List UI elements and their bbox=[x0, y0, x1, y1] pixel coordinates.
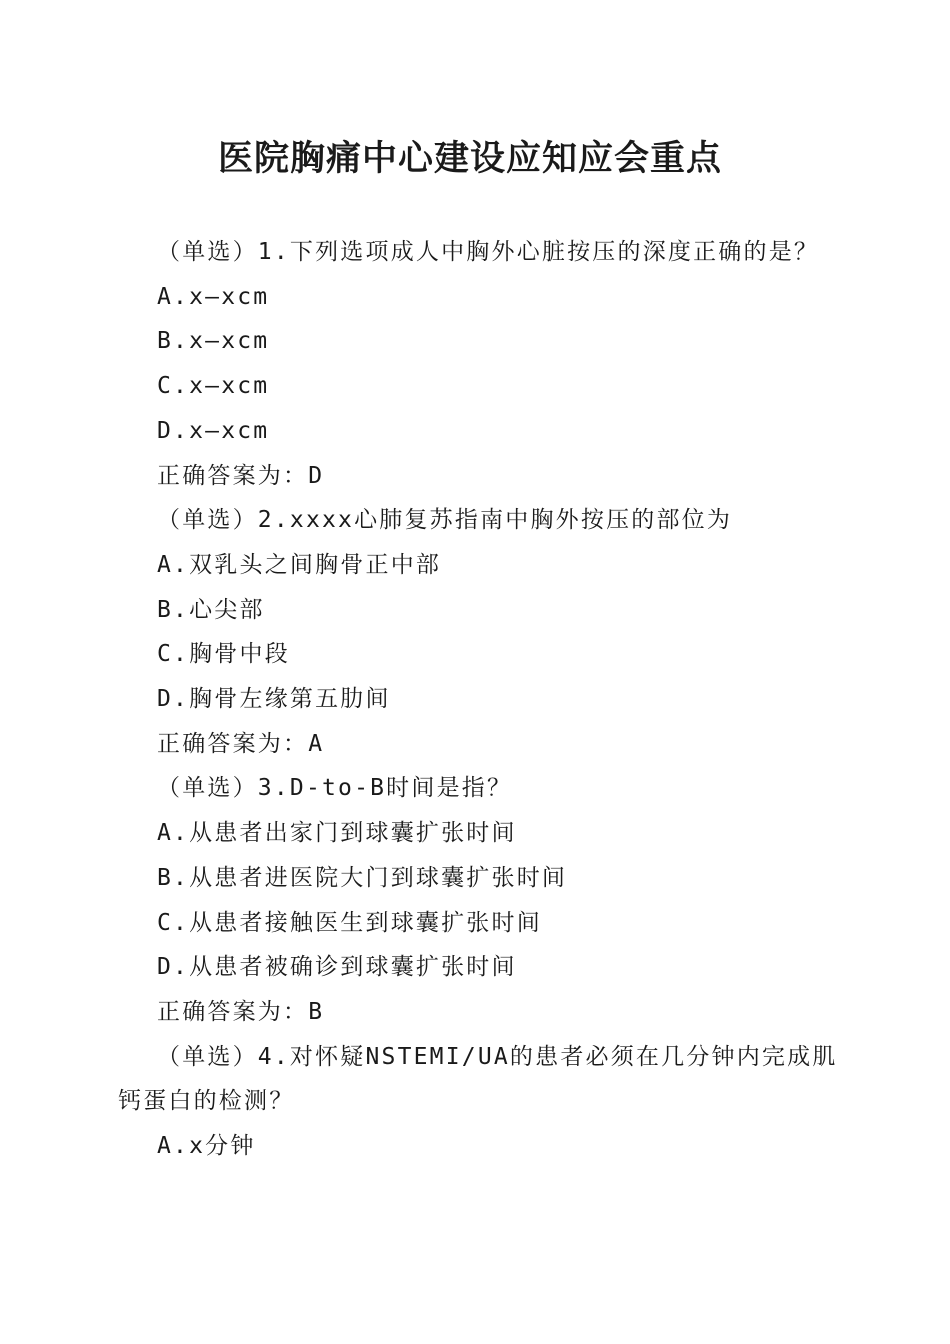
question-2-option-a: A.双乳头之间胸骨正中部 bbox=[157, 551, 442, 578]
question-3-option-b: B.从患者进医院大门到球囊扩张时间 bbox=[157, 864, 568, 891]
question-3-answer: 正确答案为：B bbox=[157, 998, 325, 1025]
question-1: （单选）1.下列选项成人中胸外心脏按压的深度正确的是？ bbox=[157, 239, 820, 265]
question-1-option-c: C.x—xcm bbox=[157, 373, 270, 400]
question-2: （单选）2.xxxx心肺复苏指南中胸外按压的部位为 bbox=[157, 507, 733, 534]
question-4-continuation: 钙蛋白的检测？ bbox=[118, 1088, 295, 1115]
question-4-option-a: A.x分钟 bbox=[157, 1133, 256, 1160]
document-body bbox=[0, 230, 950, 1169]
question-3-option-c: C.从患者接触医生到球囊扩张时间 bbox=[157, 909, 542, 936]
question-2-option-b: B.心尖部 bbox=[157, 596, 265, 623]
question-3-option-a: A.从患者出家门到球囊扩张时间 bbox=[157, 820, 517, 847]
question-2-answer: 正确答案为：A bbox=[157, 730, 325, 757]
question-3: （单选）3.D-to-B时间是指？ bbox=[157, 775, 513, 802]
question-2-option-d: D.胸骨左缘第五肋间 bbox=[157, 686, 391, 713]
question-2-option-c: C.胸骨中段 bbox=[157, 641, 290, 668]
question-1-answer: 正确答案为：D bbox=[157, 462, 325, 489]
document-title: 医院胸痛中心建设应知应会重点 bbox=[217, 138, 722, 179]
question-3-option-d: D.从患者被确诊到球囊扩张时间 bbox=[157, 954, 517, 981]
question-1-option-a: A.x—xcm bbox=[157, 283, 270, 310]
question-4: （单选）4.对怀疑NSTEMI/UA的患者必须在几分钟内完成肌 bbox=[157, 1043, 838, 1070]
question-1-option-d: D.x—xcm bbox=[157, 417, 270, 444]
question-1-option-b: B.x—xcm bbox=[157, 328, 270, 355]
